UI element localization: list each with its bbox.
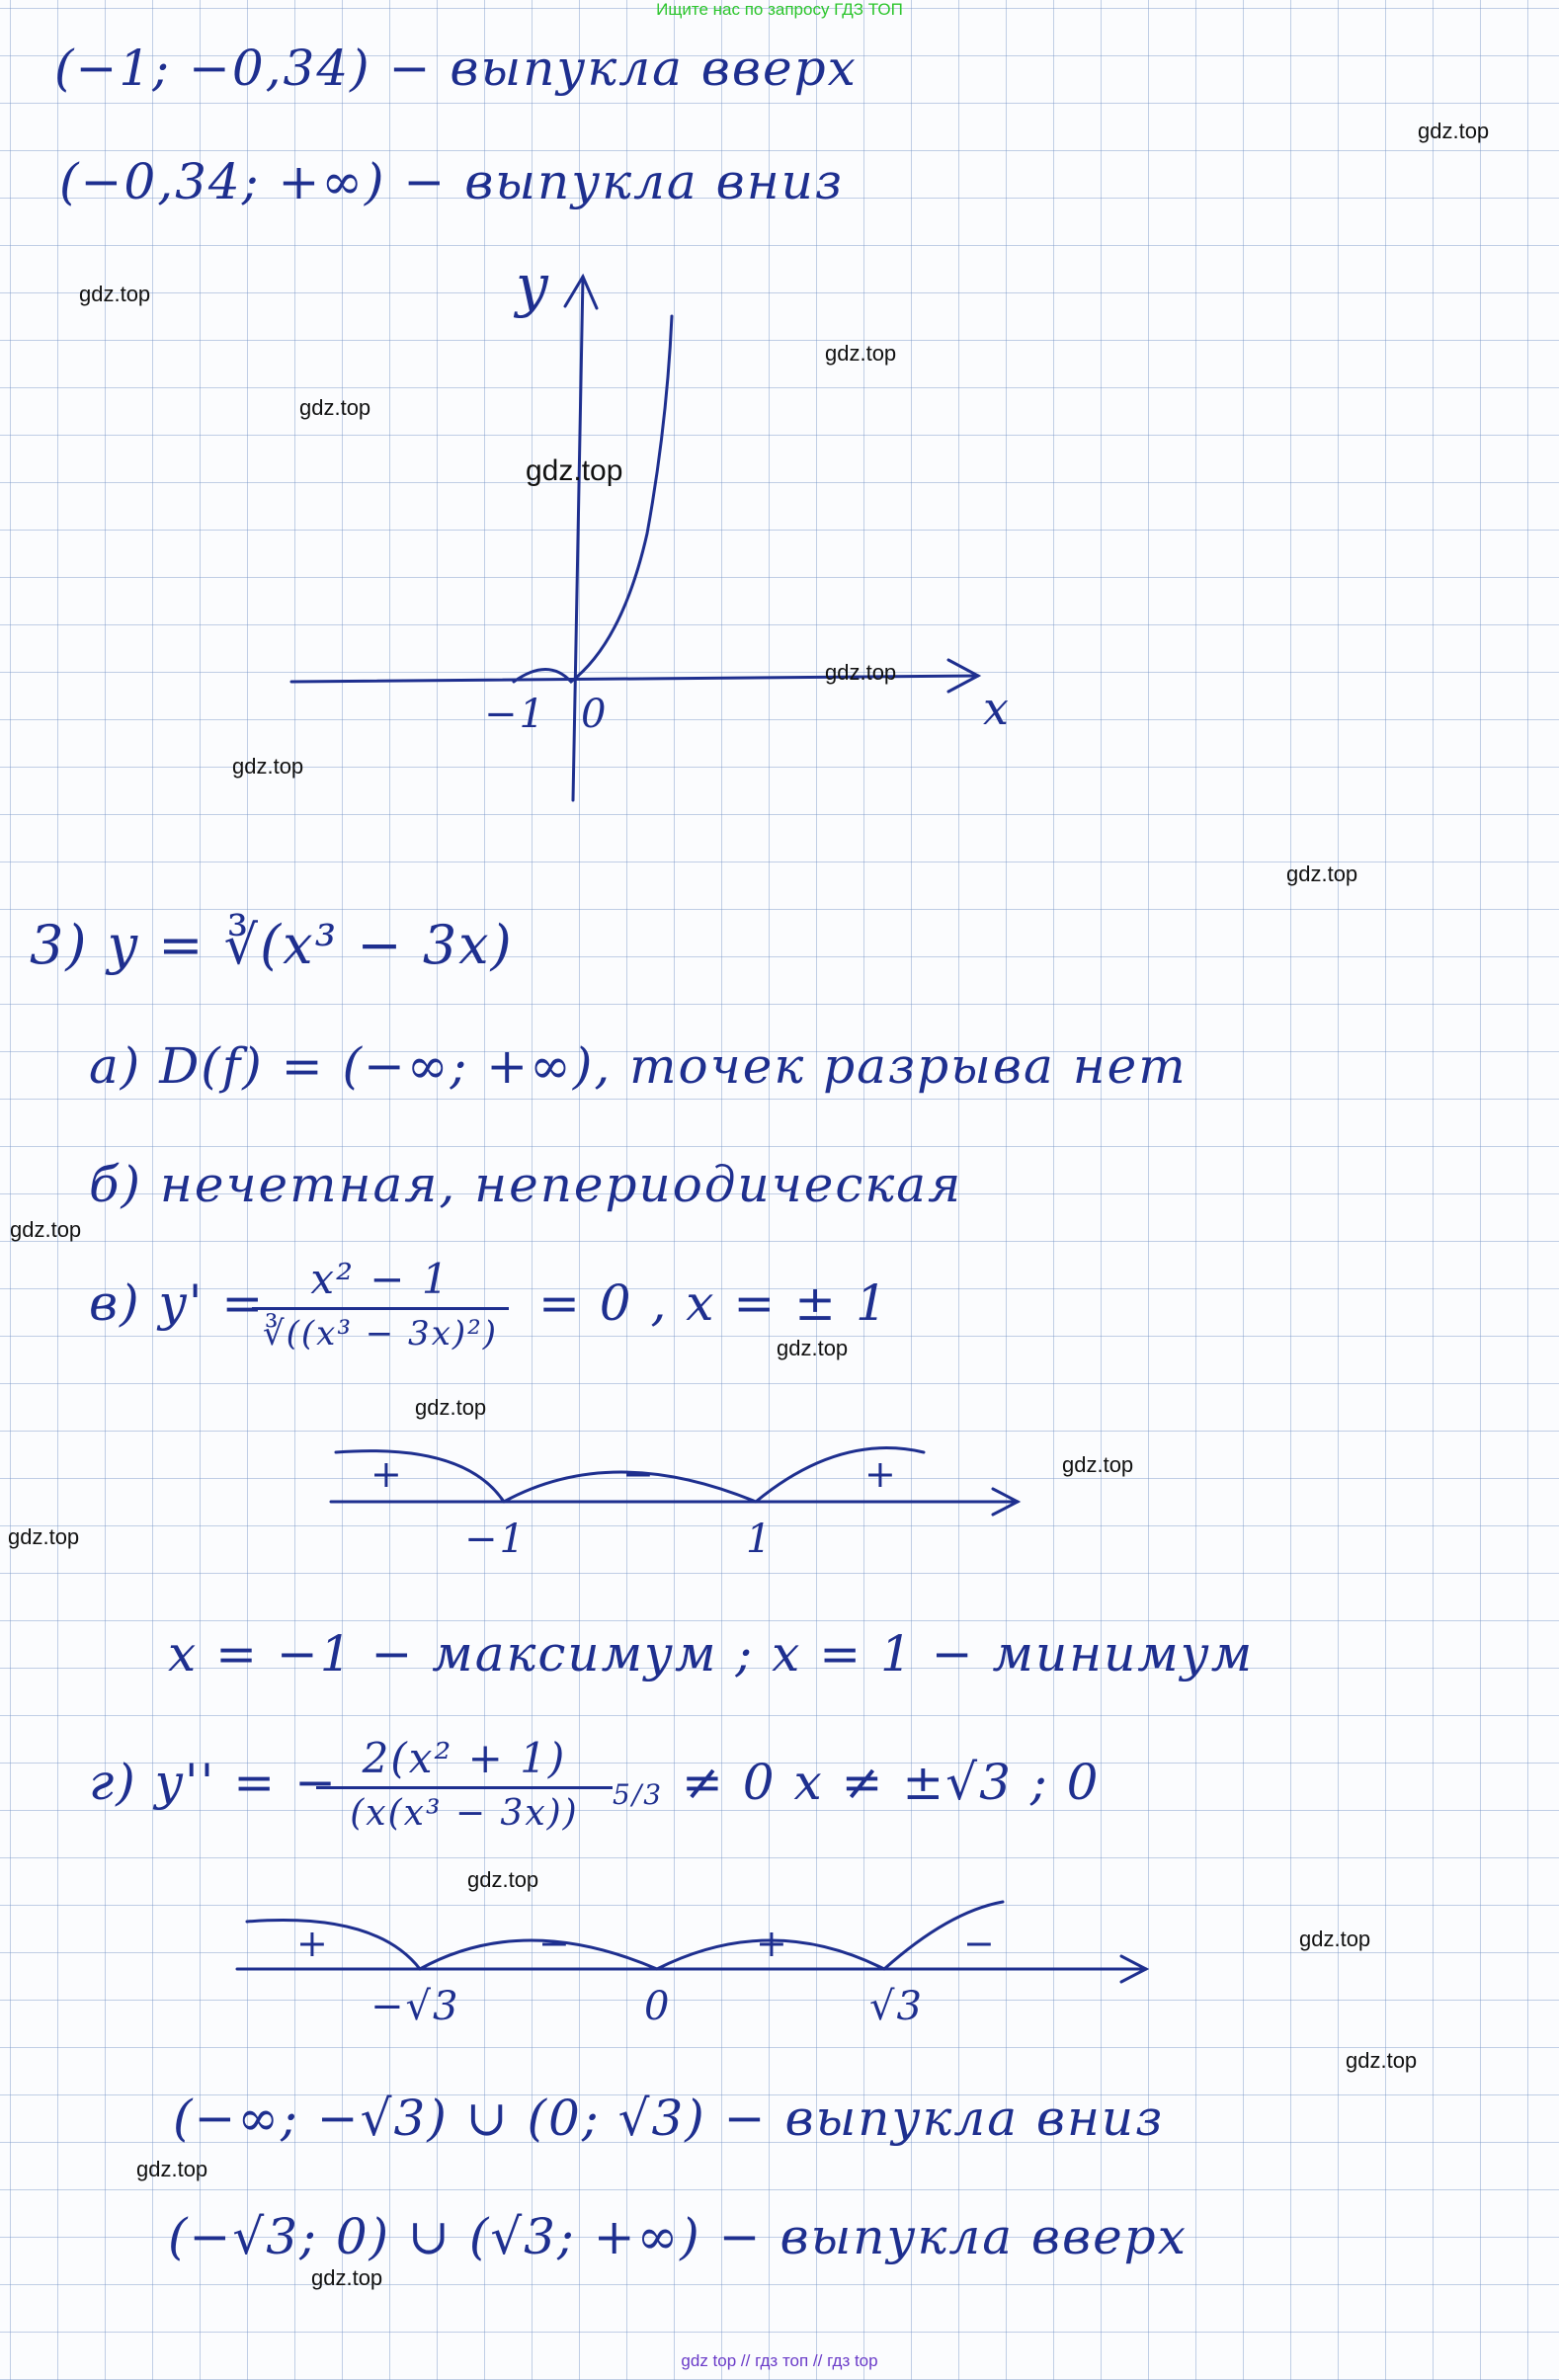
parity-line: б) нечетная, непериодическая: [89, 1156, 963, 1213]
watermark: gdz.top: [1346, 2048, 1418, 2073]
watermark: gdz.top: [825, 660, 897, 685]
watermark: gdz.top: [79, 282, 151, 306]
sign1-point-1: 1: [746, 1517, 774, 1562]
derivative-tail: = 0 , x = ± 1: [538, 1274, 889, 1332]
watermark: gdz.top: [136, 2157, 208, 2181]
watermark: gdz.top: [1062, 1452, 1134, 1477]
second-derivative-numerator: 2(x² + 1): [362, 1734, 567, 1782]
sign1-plus-right: +: [864, 1452, 898, 1496]
extrema-line: x = −1 − максимум ; x = 1 − минимум: [168, 1625, 1255, 1682]
watermark: gdz.top: [311, 2265, 383, 2290]
watermark: gdz.top: [825, 341, 897, 366]
concave-up-line: (−√3; 0) ∪ (√3; +∞) − выпукла вверх: [168, 2208, 1188, 2265]
interval-line-1: (−1; −0,34) − выпукла вверх: [54, 40, 858, 97]
second-derivative-prefix: г) y'' = −: [89, 1754, 338, 1811]
sign2-point-0: 0: [644, 1984, 672, 2029]
graph-x-label: x: [983, 682, 1011, 735]
watermark: gdz.top: [232, 754, 304, 779]
watermark: gdz.top: [8, 1524, 80, 1549]
sign2-point-neg-sqrt3: −√3: [370, 1984, 460, 2029]
sign2-plus-1: +: [296, 1922, 330, 1965]
derivative-denominator: ∛((x³ − 3x)²): [262, 1314, 499, 1354]
section3-title: 3) y = ∛(x³ − 3x): [30, 914, 514, 976]
derivative-prefix: в) y' =: [89, 1274, 266, 1332]
watermark: gdz.top: [415, 1395, 487, 1420]
watermark: gdz.top: [1418, 119, 1490, 143]
sign2-point-sqrt3: √3: [869, 1984, 924, 2029]
watermark: gdz.top: [467, 1867, 539, 1892]
watermark: gdz.top: [1299, 1927, 1371, 1951]
watermark: gdz.top: [777, 1336, 849, 1360]
watermark: gdz.top: [526, 454, 623, 487]
bottom-banner: gdz top // гдз топ // гдз top: [681, 2351, 878, 2370]
sign1-plus-left: +: [370, 1452, 404, 1496]
derivative-numerator: x² − 1: [310, 1255, 451, 1303]
top-banner: Ищите нас по запросу ГДЗ ТОП: [656, 0, 903, 19]
sign1-minus-mid: −: [622, 1452, 656, 1496]
interval-line-2: (−0,34; +∞) − выпукла вниз: [59, 153, 845, 210]
second-derivative-denominator: (x(x³ − 3x)): [350, 1793, 579, 1834]
second-derivative-exponent: 5/3: [613, 1778, 664, 1811]
graph-tick-neg1: −1: [484, 692, 546, 737]
sign2-plus-2: +: [756, 1922, 789, 1965]
sign1-point-neg1: −1: [464, 1517, 527, 1562]
watermark: gdz.top: [299, 395, 371, 420]
second-derivative-tail: ≠ 0 x ≠ ±√3 ; 0: [682, 1754, 1101, 1811]
sign2-minus-2: −: [963, 1922, 997, 1965]
watermark: gdz.top: [10, 1217, 82, 1242]
graph-origin-label: 0: [581, 692, 609, 737]
watermark: gdz.top: [1286, 862, 1358, 886]
graph-y-label: y: [516, 252, 550, 319]
sign2-minus-1: −: [538, 1922, 572, 1965]
domain-line: а) D(f) = (−∞; +∞), точек разрыва нет: [89, 1037, 1188, 1095]
concave-down-line: (−∞; −√3) ∪ (0; √3) − выпукла вниз: [173, 2090, 1165, 2147]
